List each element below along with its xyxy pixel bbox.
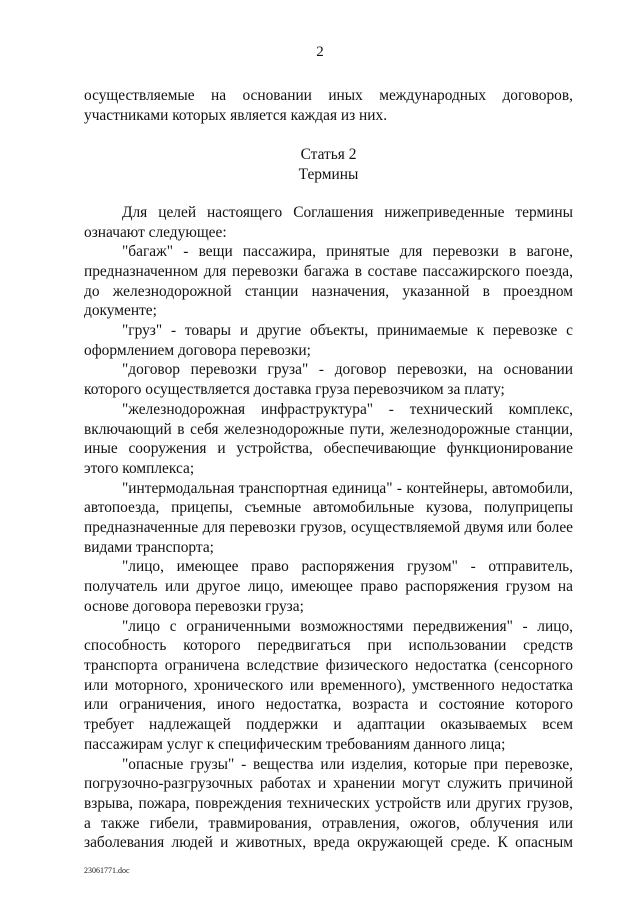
intro-paragraph: осуществляемые на основании иных международных договоров, участниками которых является каждая из них. xyxy=(84,87,573,124)
page-number: 2 xyxy=(316,44,324,60)
definition-baggage: "багаж" - вещи пассажира, принятые для перевозки в вагоне, предназначенном для перевозки багажа в составе пассажирского поезда, до железнодорожной станции назначения, указанной в проездном документе; xyxy=(84,243,573,320)
article-heading xyxy=(84,145,573,184)
definition-intermodal-unit: "интермодальная транспортная единица" - контейнеры, автомобили, автопоезда, прицепы, съемные автомобильные кузова, полуприцепы предназначенные для перевозки грузов, осуществляемой двумя или более видами транспорта; xyxy=(84,479,573,556)
document-body xyxy=(84,86,573,853)
document-file-code: 23061771.doc xyxy=(84,866,130,875)
article-title: Термины xyxy=(298,166,359,184)
definition-railway-infrastructure: "железнодорожная инфраструктура" - технический комплекс, включающий в себя железнодорожные пути, железнодорожные станции, иные сооружения и устройства, обеспечивающие функционирование этого комплекса; xyxy=(84,400,573,477)
lead-paragraph: Для целей настоящего Соглашения нижеприведенные термины означают следующее: xyxy=(84,203,573,241)
definition-cargo-disposal-right: "лицо, имеющее право распоряжения грузом" - отправитель, получатель или другое лицо, имеющее право распоряжения грузом на основе договора перевозки груза; xyxy=(84,558,573,615)
article-number: Статья 2 xyxy=(300,146,357,164)
definition-reduced-mobility-person: "лицо с ограниченными возможностями передвижения" - лицо, способность которого передвигаться при использовании средств транспорта ограничена вследствие физического недостатка (сенсорного или моторного, хронического или временного), умственного недостатка или ограничения, иного недостатка, возраста и состояние которого требует надлежащей поддержки и адаптации оказываемых всем пассажирам услуг к специфическим требованиям данного лица; xyxy=(84,617,573,753)
definition-cargo: "груз" - товары и другие объекты, принимаемые к перевозке с оформлением договора перевозки; xyxy=(84,322,573,359)
definition-cargo-contract: "договор перевозки груза" - договор перевозки, на основании которого осуществляется доставка груза перевозчиком за плату; xyxy=(84,361,573,399)
definition-dangerous-goods: "опасные грузы" - вещества или изделия, которые при перевозке, погрузочно-разгрузочных работах и хранении могут служить причиной взрыва, пожара, повреждения технических устройств или других грузов, а также гибели, травмирования, отравления, ожогов, облучения или заболевания людей и животных, вреда окружающей среде. К опасным xyxy=(84,755,573,852)
